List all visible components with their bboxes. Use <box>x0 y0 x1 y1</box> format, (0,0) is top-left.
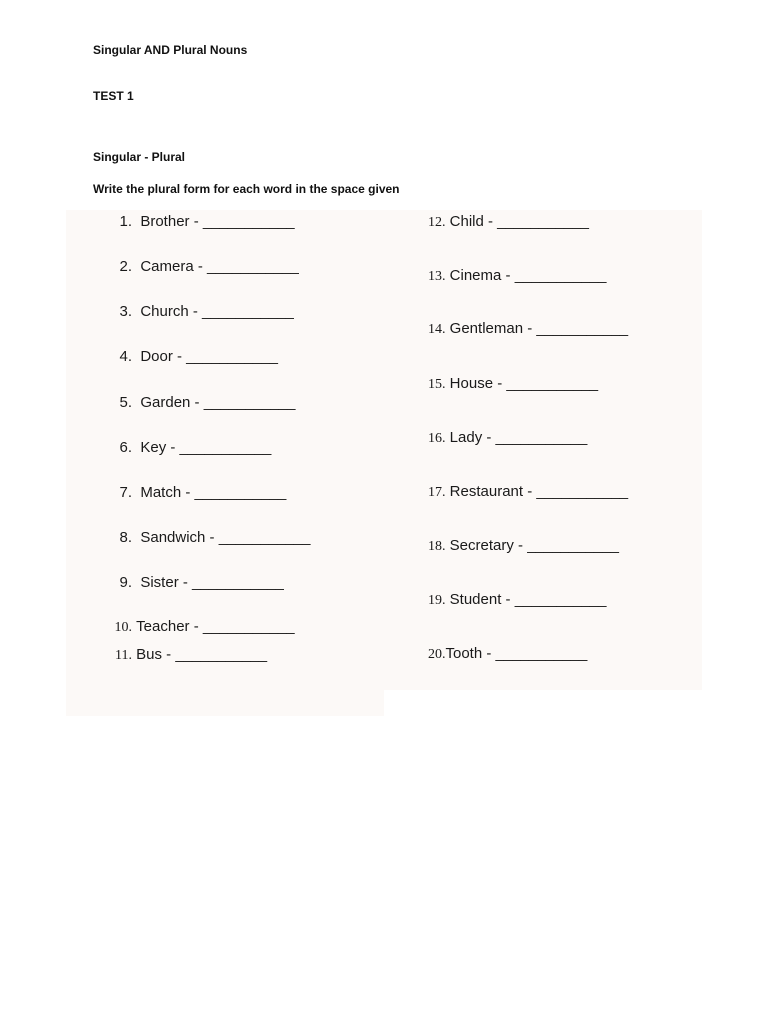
instruction-text: Write the plural form for each word in the space given <box>93 182 400 196</box>
item-text: Bus - ___________ <box>136 646 268 663</box>
item-number: 1. <box>119 213 132 230</box>
item-number: 8. <box>119 529 132 546</box>
item-number: 13. <box>428 269 446 284</box>
list-item <box>108 348 278 365</box>
item-number: 18. <box>428 539 446 554</box>
list-item <box>428 483 628 501</box>
list-item <box>108 574 284 591</box>
item-text: Camera - ___________ <box>140 258 299 275</box>
item-number: 9. <box>119 574 132 591</box>
item-number: 3. <box>119 303 132 320</box>
list-item <box>428 429 587 447</box>
item-text: Secretary - ___________ <box>449 537 619 554</box>
item-text: Child - ___________ <box>449 213 589 230</box>
item-text: House - ___________ <box>449 375 599 392</box>
item-number: 7. <box>119 484 132 501</box>
item-text: Sandwich - ___________ <box>140 529 311 546</box>
list-item <box>108 213 295 230</box>
item-text: Church - ___________ <box>140 303 294 320</box>
test-label: TEST 1 <box>93 89 134 103</box>
item-text: Student - ___________ <box>449 591 607 608</box>
list-item <box>428 267 606 285</box>
item-text: Brother - ___________ <box>140 213 295 230</box>
list-item <box>108 646 267 664</box>
item-number: 19. <box>428 593 446 608</box>
item-text: Restaurant - ___________ <box>449 483 629 500</box>
item-number: 2. <box>119 258 132 275</box>
item-text: Tooth - ___________ <box>445 645 588 662</box>
item-number: 17. <box>428 485 446 500</box>
item-text: Cinema - ___________ <box>449 267 607 284</box>
item-number: 4. <box>119 348 132 365</box>
list-item <box>108 394 295 411</box>
item-text: Key - ___________ <box>140 439 272 456</box>
item-number: 14. <box>428 322 446 337</box>
left-column-background <box>66 210 384 716</box>
item-number: 16. <box>428 431 446 446</box>
item-text: Teacher - ___________ <box>136 618 295 635</box>
list-item <box>428 320 628 338</box>
item-number: 20. <box>428 647 446 662</box>
item-number: 5. <box>119 394 132 411</box>
list-item <box>428 645 587 663</box>
item-text: Match - ___________ <box>140 484 287 501</box>
item-number: 6. <box>119 439 132 456</box>
section-heading: Singular - Plural <box>93 150 186 164</box>
item-text: Gentleman - ___________ <box>449 320 629 337</box>
list-item <box>428 213 589 231</box>
item-number: 12. <box>428 215 446 230</box>
list-item <box>108 529 310 546</box>
item-text: Garden - ___________ <box>140 394 296 411</box>
item-text: Door - ___________ <box>140 348 278 365</box>
list-item <box>108 484 286 501</box>
item-number: 11. <box>115 648 132 663</box>
list-item <box>108 258 299 275</box>
list-item <box>108 439 271 456</box>
list-item <box>108 303 294 320</box>
document-title: Singular AND Plural Nouns <box>93 43 248 57</box>
list-item <box>428 375 598 393</box>
list-item <box>428 537 619 555</box>
list-item <box>428 591 606 609</box>
item-text: Lady - ___________ <box>449 429 588 446</box>
item-number: 10. <box>114 620 132 635</box>
item-number: 15. <box>428 377 446 392</box>
item-text: Sister - ___________ <box>140 574 284 591</box>
list-item <box>108 618 295 636</box>
